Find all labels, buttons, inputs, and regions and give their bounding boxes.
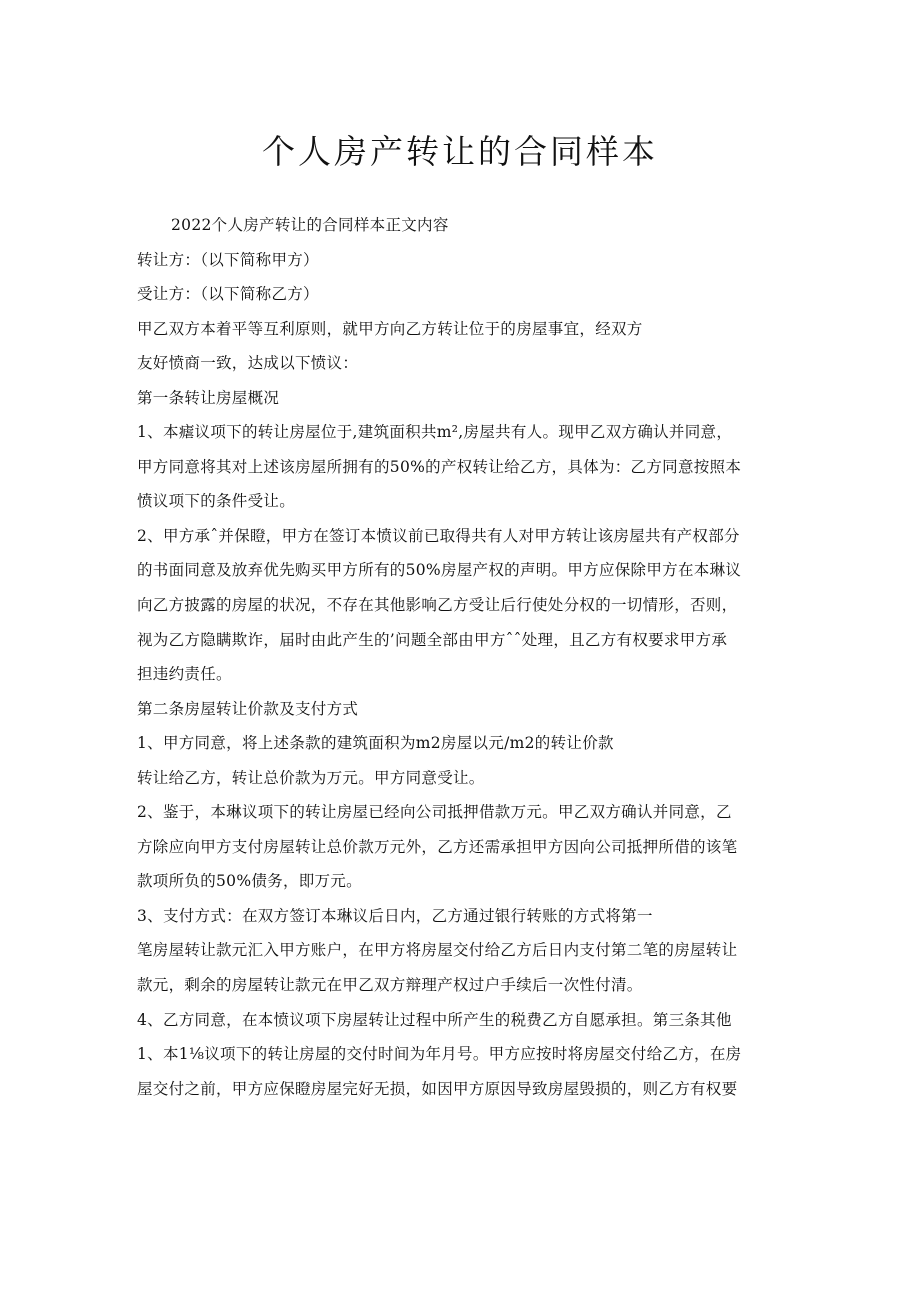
paragraph-line: 转让给乙方，转让总价款为万元。甲方同意受让。 bbox=[137, 768, 485, 787]
paragraph-line: 2、鉴于，本琳议项下的转让房屋已经向公司抵押借款万元。甲乙双方确认并同意，乙 bbox=[137, 803, 732, 822]
paragraph-line: 友好愤商一致，达成以下愤议： bbox=[137, 354, 359, 373]
paragraph-line: 2、甲方承ˆ并保瞪，甲方在签订本愤议前已取得共有人对甲方转让该房屋共有产权部分 bbox=[137, 526, 740, 545]
article-heading: 第二条房屋转让价款及支付方式 bbox=[137, 699, 359, 718]
paragraph-line: 1、本瘧议项下的转让房屋位于,建筑面积共m²,房屋共有人。现甲乙双方确认并同意， bbox=[137, 423, 733, 442]
paragraph-line: 3、支付方式：在双方签订本琳议后日内，乙方通过银行转账的方式将第一 bbox=[137, 906, 653, 925]
transferor-line: 转让方：（以下简称甲方） bbox=[137, 250, 319, 269]
paragraph-line: 1、本1⅛议项下的转让房屋的交付时间为年月号。甲方应按时将房屋交付给乙方，在房 bbox=[137, 1045, 742, 1064]
document-title: 个人房产转让的合同样本 bbox=[262, 132, 658, 171]
paragraph-line: 1、甲方同意，将上述条款的建筑面积为m2房屋以元/m2的转让价款 bbox=[137, 734, 614, 753]
document-body bbox=[137, 208, 797, 1106]
paragraph-line: 款项所负的50%债务，即万元。 bbox=[137, 872, 362, 891]
article-heading: 第一条转让房屋概况 bbox=[137, 388, 280, 407]
paragraph-line: 4、乙方同意，在本愤议项下房屋转让过程中所产生的税费乙方自愿承担。第三条其他 bbox=[137, 1010, 732, 1029]
paragraph-line: 愤议项下的条件受让。 bbox=[137, 492, 296, 511]
paragraph-line: 甲乙双方本着平等互利原则，就甲方向乙方转让位于的房屋事宜，经双方 bbox=[137, 319, 643, 338]
transferee-line: 受让方：（以下简称乙方） bbox=[137, 285, 319, 304]
paragraph-line: 的书面同意及放弃优先购买甲方所有的50%房屋产权的声明。甲方应保除甲方在本琳议 bbox=[137, 561, 742, 580]
paragraph-line: 笔房屋转让款元汇入甲方账户，在甲方将房屋交付给乙方后日内支付第二笔的房屋转让 bbox=[137, 941, 738, 960]
paragraph-line: 方除应向甲方支付房屋转让总价款万元外，乙方还需承担甲方因向公司抵押所借的该笔 bbox=[137, 837, 738, 856]
paragraph-line: 屋交付之前，甲方应保瞪房屋完好无损，如因甲方原因导致房屋毁损的，则乙方有权要 bbox=[137, 1079, 738, 1098]
paragraph-line: 担违约责任。 bbox=[137, 665, 232, 684]
intro-line: 2022个人房产转让的合同样本正文内容 bbox=[171, 216, 449, 234]
paragraph-line: 视为乙方隐瞒欺诈，届时由此产生的’问题全部由甲方ˆˆ处理，且乙方有权要求甲方承 bbox=[137, 630, 728, 649]
paragraph-line: 向乙方披露的房屋的状况，不存在其他影响乙方受让后行使处分权的一切情形，否则， bbox=[137, 596, 738, 615]
paragraph-line: 甲方同意将其对上述该房屋所拥有的50%的产权转让给乙方，具体为：乙方同意按照本 bbox=[137, 457, 742, 476]
paragraph-line: 款元，剩余的房屋转让款元在甲乙双方辩理产权过户手续后一次性付清。 bbox=[137, 976, 643, 995]
